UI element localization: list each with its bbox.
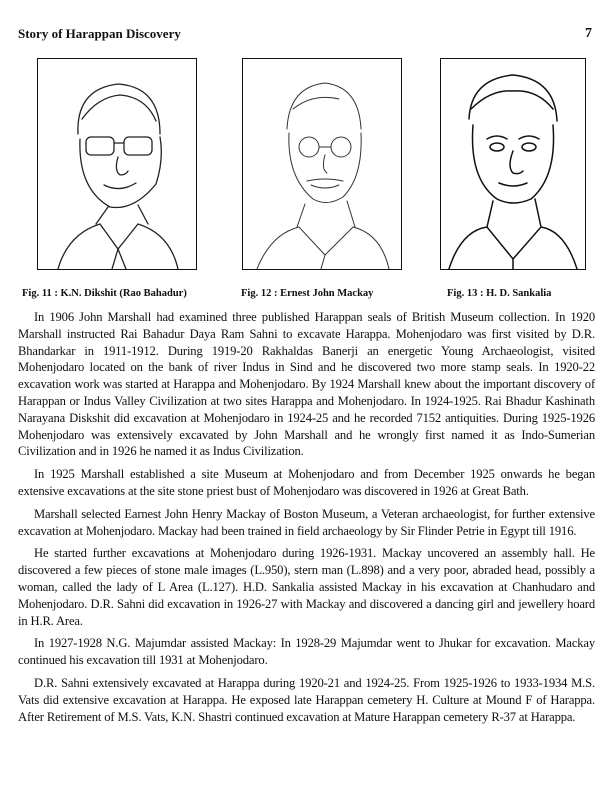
paragraph: He started further excavations at Mohenjodaro during 1926-1931. Mackay uncovered an assembly hall. He discovered a few pieces of stone male images (L.950), stern man (L.898) and a very poor, abraded head, possibly a woman, called the lady of L Area (L.127). H.D. Sankalia assisted Mackay in his excavation at Chanhudaro and Mohenjodaro. D.R. Sahni did excavation in 1926-27 with Mackay and discovered a dancing girl and jewellery hoard in H.R. Area. [18, 546, 595, 628]
paragraph: Marshall selected Earnest John Henry Mackay of Boston Museum, a Veteran archaeologist, for further extensive excavation at Mohenjodaro. Mackay had been trained in field archaeology by Sir Flinder Petrie in Egypt till 1916. [18, 506, 595, 538]
paragraph: D.R. Sahni extensively excavated at Harappa during 1920-21 and 1924-25. From 1925-1926 to 1933-1934 M.S. Vats did extensive excavation at Harappa. He exposed late Harappan cemetery H. Culture at Mound F of Harappa. After Retirement of M.S. Vats, K.N. Shastri continued excavation at Mature Harappan cemetery R-37 at Harappa. [18, 675, 595, 724]
figure-13-caption: Fig. 13 : H. D. Sankalia [447, 288, 552, 299]
running-title: Story of Harappan Discovery [18, 26, 181, 41]
portrait-sketch-dikshit [38, 59, 196, 269]
paragraph: In 1906 John Marshall had examined three published Harappan seals of British Museum collection. In 1920 Marshall instructed Rai Bahadur Daya Ram Sahni to excavate Harappa. Mohenjodaro was first visited by D.R. Bhandarkar in 1911-1912. During 1919-20 Rakhaldas Banerji an energetic Young Archaeologist, visited Mohenjodaro located on the bank of river Indus in Sind and he discovered two more stamp seals. In 1920-22 excavation work was started at Harappa and Mohenjodaro. By 1924 Marshall knew about the important discovery of Harappan or Indus Valley Civilization at two sites Harappa and Mohenjodaro. In 1924-1925. Rai Bhadur Kashinath Narayana Diskshit did excavation at Mohenjodaro in 1924-25 and he recorded 7152 antiquities. During 1925-1926 Mohenjodaro was extensively excavated by John Marshall and he wrongly first named it as Indo-Sumerian Civilization and in 1926 he named it as Indus Civilization. [18, 310, 595, 459]
figure-11-portrait [37, 58, 197, 270]
portrait-sketch-sankalia [441, 59, 585, 269]
paragraph: In 1925 Marshall established a site Museum at Mohenjodaro and from December 1925 onwards he began extensive excavations at the site stone priest bust of Mohenjodaro was discovered in 1926 at Great Bath. [18, 467, 595, 498]
article-body [18, 309, 595, 731]
figure-13-portrait [440, 58, 586, 270]
paragraph: In 1927-1928 N.G. Majumdar assisted Mackay: In 1928-29 Majumdar went to Jhukar for excavation. Mackay continued his excavation till 1931 at Mohenjodaro. [18, 636, 595, 668]
figure-12-caption: Fig. 12 : Ernest John Mackay [241, 288, 374, 299]
page-number: 7 [585, 26, 592, 41]
portrait-sketch-mackay [243, 59, 401, 269]
figure-11-caption: Fig. 11 : K.N. Dikshit (Rao Bahadur) [22, 288, 187, 299]
page-header [18, 26, 592, 46]
figure-12-portrait [242, 58, 402, 270]
